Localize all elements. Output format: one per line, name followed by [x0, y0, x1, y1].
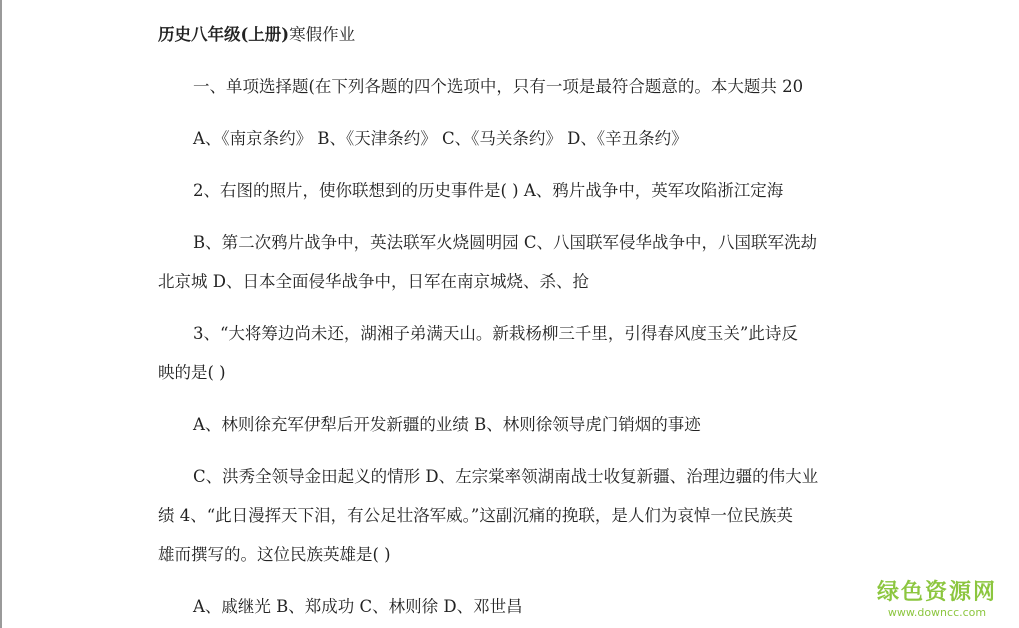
question-4-options: A、戚继光 B、郑成功 C、林则徐 D、邓世昌: [193, 597, 523, 616]
question-4-text-line2: 雄而撰写的。这位民族英雄是( ): [158, 545, 391, 564]
question-3-options-line2: C、洪秀全领导金田起义的情形 D、左宗棠率领湖南战士收复新疆、治理边疆的伟大业: [193, 467, 819, 486]
question-2-options-line1: B、第二次鸦片战争中，英法联军火烧圆明园 C、八国联军侵华战争中，八国联军洗劫: [193, 233, 817, 252]
document-title: [158, 24, 355, 46]
watermark-url: www.downcc.com: [887, 606, 987, 619]
title-normal: 寒假作业: [289, 25, 356, 44]
question-3-options-line1: A、林则徐充军伊犁后开发新疆的业绩 B、林则徐领导虎门销烟的事迹: [193, 415, 701, 434]
question-2-options-line2: 北京城 D、日本全面侵华战争中，日军在南京城烧、杀、抢: [158, 272, 589, 291]
question-1-options: A、《南京条约》 B、《天津条约》 C、《马关条约》 D、《辛丑条约》: [193, 129, 688, 148]
section-heading: 一、单项选择题(在下列各题的四个选项中，只有一项是最符合题意的。本大题共 20: [193, 77, 804, 96]
question-3-text-line2: 映的是( ): [158, 363, 226, 382]
question-2-text: 2、右图的照片，使你联想到的历史事件是( ) A、鸦片战争中，英军攻陷浙江定海: [193, 181, 784, 200]
question-4-text-line1: 绩 4、“此日漫挥天下泪，有公足壮洛军威。”这副沉痛的挽联，是人们为哀悼一位民族英: [158, 506, 793, 525]
watermark-text: 绿色资源网: [876, 580, 997, 605]
site-watermark: [877, 580, 997, 620]
question-3-text-line1: 3、“大将筹边尚未还，湖湘子弟满天山。新栽杨柳三千里，引得春风度玉关”此诗反: [193, 324, 798, 343]
title-bold: 历史八年级(上册): [158, 25, 290, 44]
